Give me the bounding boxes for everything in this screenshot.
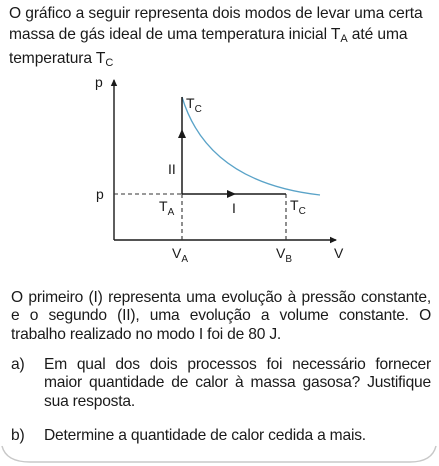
tc-top-label: $T_C$ bbox=[186, 95, 202, 115]
vb-label: $V_B$ bbox=[276, 245, 293, 265]
intro-text: O gráfico a seguir representa dois modos de levar uma certa massa de gás ideal de uma temperatura inicial T bbox=[9, 5, 423, 43]
intro-text-continued: até uma temperatura T bbox=[9, 25, 408, 67]
va-label: $V_A$ bbox=[172, 245, 189, 265]
ta-label: $T_A$ bbox=[159, 198, 175, 218]
tc-right-label: $T_C$ bbox=[290, 197, 306, 217]
question-a-label: a) bbox=[11, 356, 25, 373]
intro-subscript-a: A bbox=[340, 32, 348, 45]
y-axis-label: p bbox=[95, 74, 103, 90]
process-i-label: I bbox=[232, 200, 236, 216]
x-axis-label: V bbox=[334, 245, 344, 261]
pressure-tick-label: p bbox=[96, 186, 104, 202]
question-b-label: b) bbox=[11, 427, 25, 444]
problem-statement: O primeiro (I) representa uma evolução à pressão constante, e o segundo (II), uma evolução a volume constante. O trabalho realizado no modo I foi de 80 J. bbox=[11, 289, 431, 343]
intro-subscript-c: C bbox=[105, 57, 114, 69]
question-a-text: Em qual dos dois processos foi necessário fornecer maior quantidade de calor à massa gasosa? Justifique sua resposta. bbox=[44, 356, 431, 410]
question-b-text: Determine a quantidade de calor cedida a mais. bbox=[44, 427, 366, 444]
process-ii-label: II bbox=[168, 161, 176, 177]
